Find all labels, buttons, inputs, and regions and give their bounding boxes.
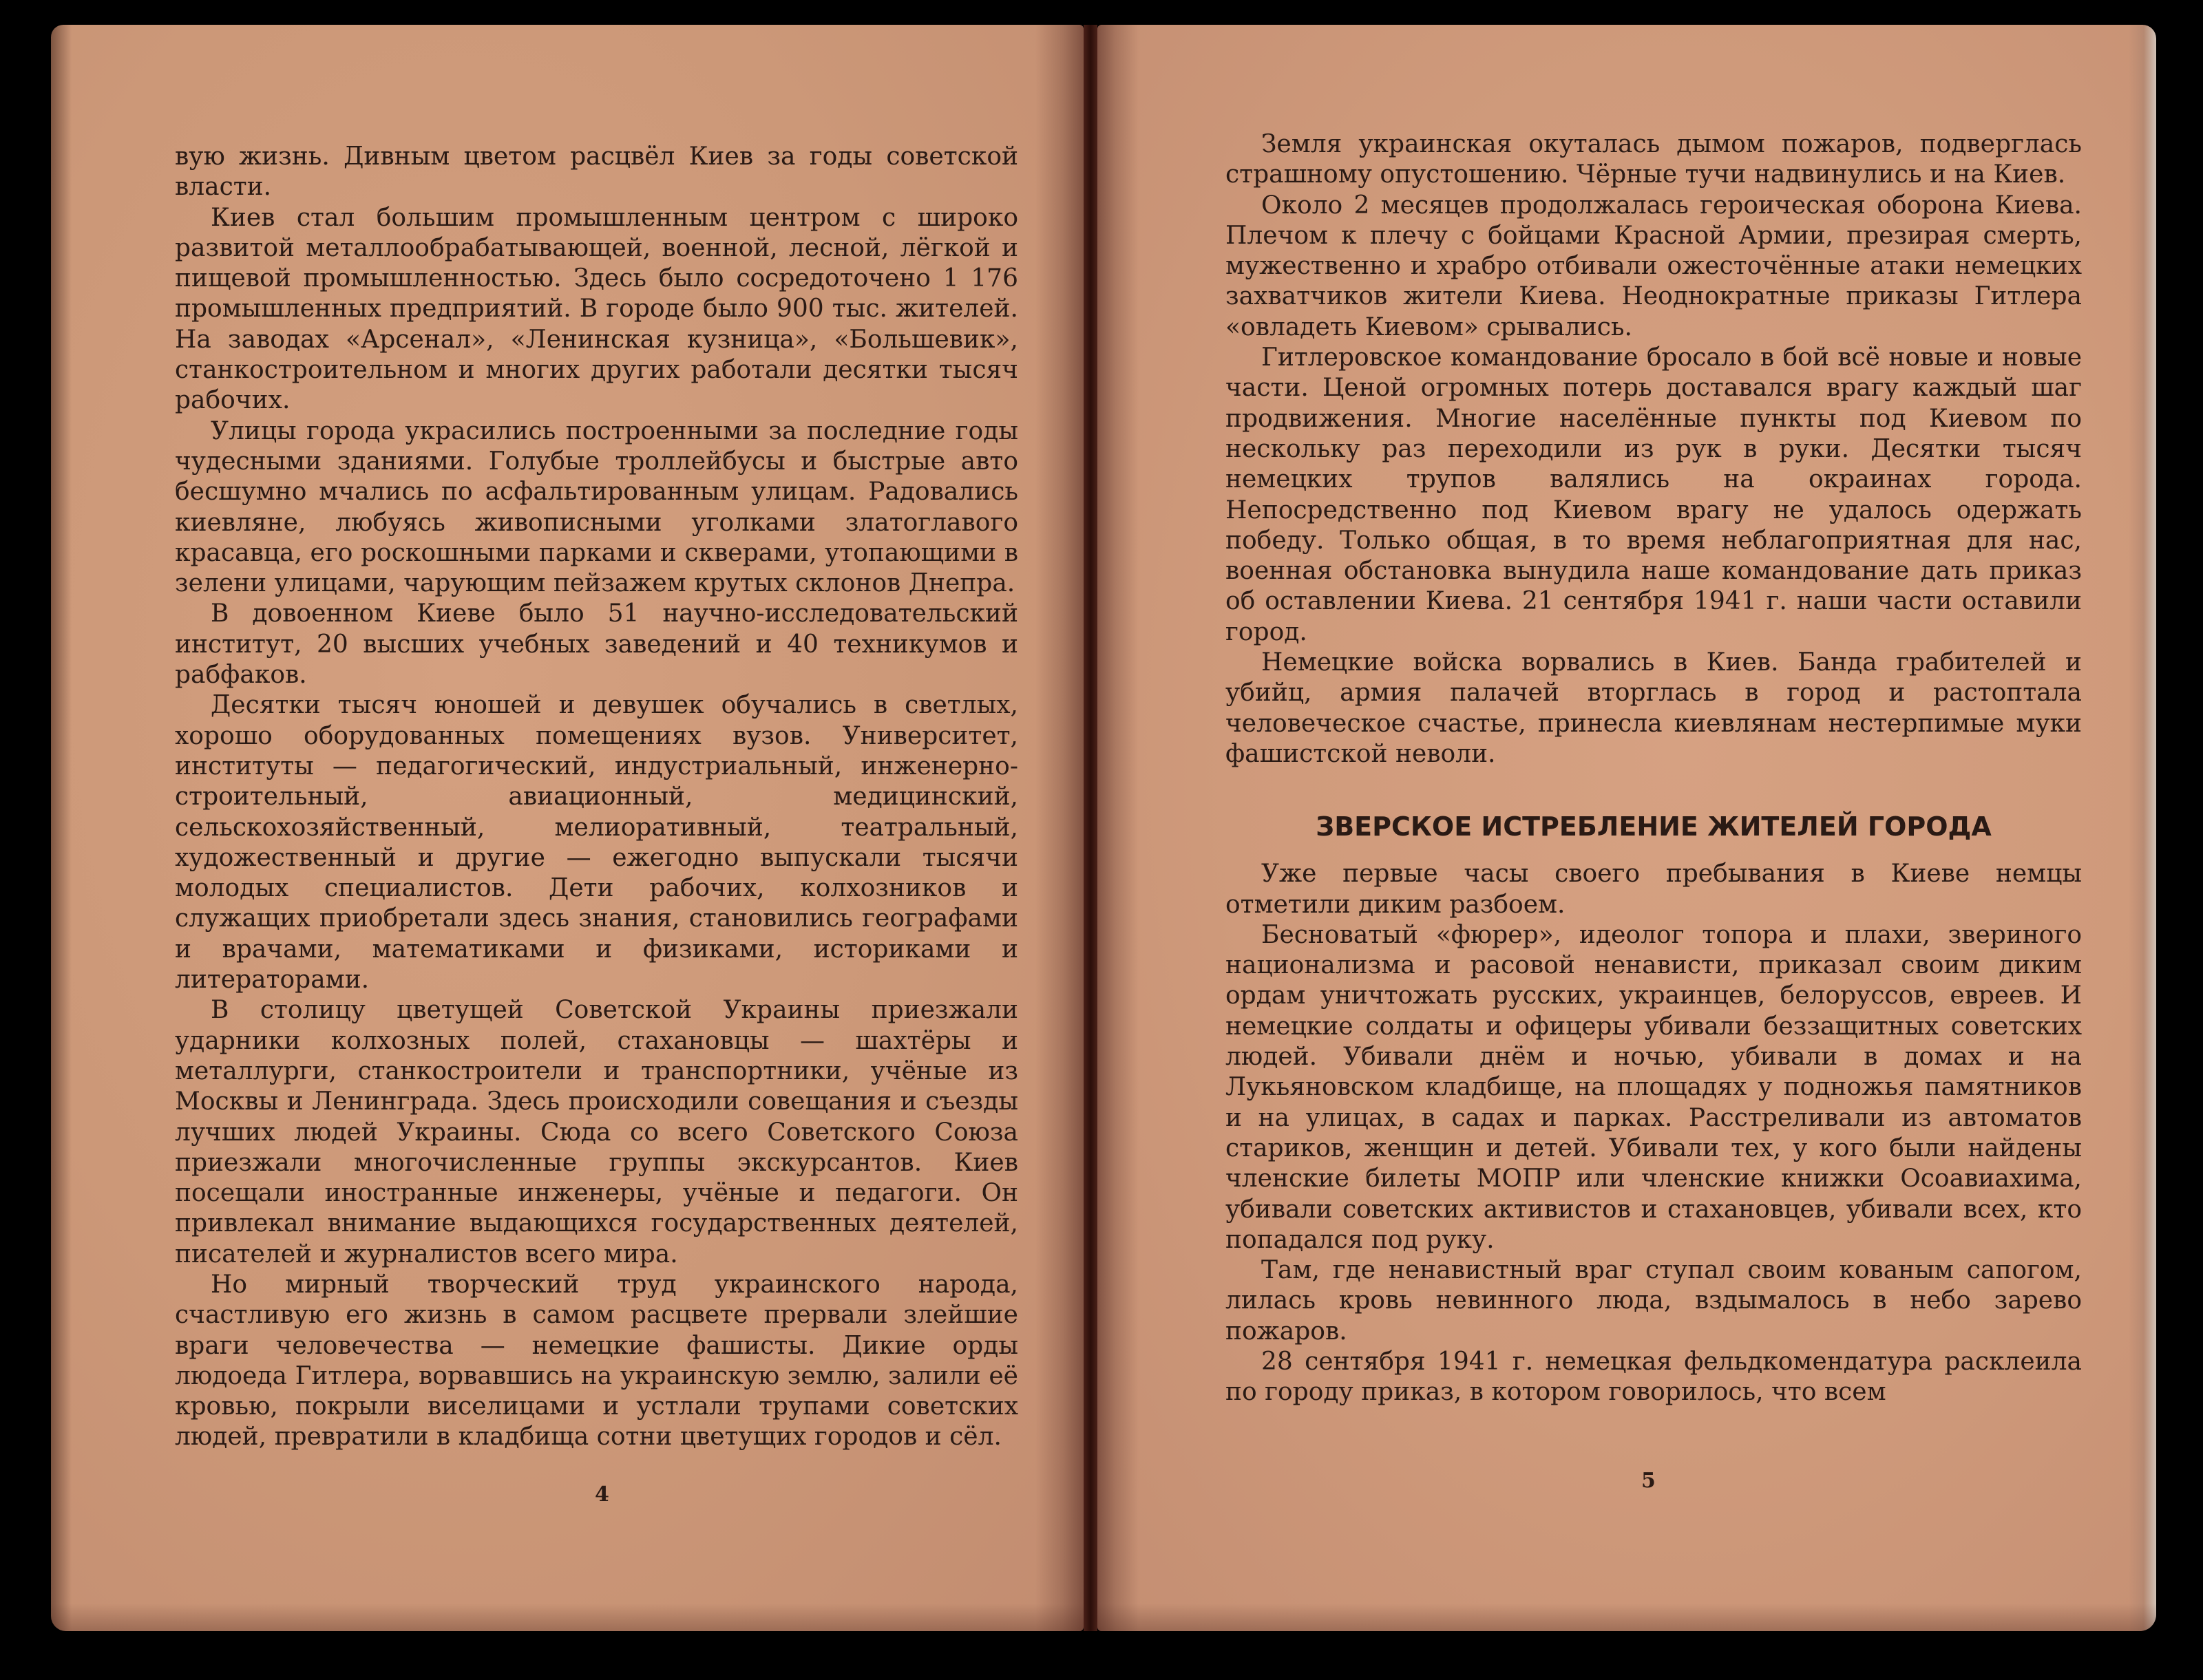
left-page-text <box>175 142 1018 1453</box>
paragraph: Десятки тысяч юношей и девушек обучались в светлых, хорошо оборудованных помещениях вузов. Университет, институты — педагогический, индустриальный, инженерно-строительный, авиационный, медицинский, сельскохозяйственный, мелиоративный, театральный, художественный и другие — ежегодно выпускали тысячи молодых специалистов. Дети рабочих, колхозников и служащих приобретали здесь знания, становились географами и врачами, математиками и физиками, историками и литераторами. <box>175 691 1018 995</box>
paragraph: В довоенном Киеве было 51 научно-исследовательский институт, 20 высших учебных заведений и 40 техникумов и рабфаков. <box>175 599 1018 690</box>
page-number: 5 <box>1641 1469 1656 1493</box>
paragraph: вую жизнь. Дивным цветом расцвёл Киев за годы советской власти. <box>175 142 1018 202</box>
page-number: 4 <box>595 1482 609 1507</box>
paragraph: Но мирный творческий труд украинского народа, счастливую его жизнь в самом расцвете прервали злейшие враги человечества — немецкие фашисты. Дикие орды людоеда Гитлера, ворвавшись на украинскую землю, залили её кровью, покрыли виселицами и устлали трупами советских людей, превратили в кладбища сотни цветущих городов и сёл. <box>175 1270 1018 1452</box>
paragraph: Бесноватый «фюрер», идеолог топора и плахи, звериного национализма и расовой ненависти, приказал своим диким ордам уничтожать русских, украинцев, белоруссов, евреев. И немецкие солдаты и офицеры убивали беззащитных советских людей. Убивали днём и ночью, убивали в домах и на Лукьяновском кладбище, на площадях у подножья памятников и на улицах, в садах и парках. Расстреливали из автоматов стариков, женщин и детей. Убивали тех, у кого были найдены членские билеты МОПР или членские книжки Осоавиахима, убивали советских активистов и стахановцев, убивали всех, кто попадался под руку. <box>1225 920 2082 1254</box>
paragraph: Земля украинская окуталась дымом пожаров, подверглась страшному опустошению. Чёрные тучи надвинулись и на Киев. <box>1225 130 2082 189</box>
paragraph: Улицы города украсились построенными за последние годы чудесными зданиями. Голубые троллейбусы и быстрые авто бесшумно мчались по асфальтированным улицам. Радовались киевляне, любуясь живописными уголками златоглавого красавца, его роскошными парками и скверами, утопающими в зелени улицами, чарующим пейзажем крутых склонов Днепра. <box>175 416 1018 598</box>
page-edge-shadow <box>1097 1604 2156 1631</box>
paragraph: В столицу цветущей Советской Украины приезжали ударники колхозных полей, стахановцы — шахтёры и металлурги, станкостроители и транспортники, учёные из Москвы и Ленинграда. Здесь происходили совещания и съезды лучших людей Украины. Сюда со всего Советского Союза приезжали многочисленные группы экскурсантов. Киев посещали иностранные инженеры, учёные и педагоги. Он привлекал внимание выдающихся государственных деятелей, писателей и журналистов всего мира. <box>175 996 1018 1268</box>
paragraph: Киев стал большим промышленным центром с широко развитой металлообрабатывающей, военной, лесной, лёгкой и пищевой промышленностью. Здесь было сосредоточено 1 176 промышленных предприятий. В городе было 900 тыс. жителей. На заводах «Арсенал», «Ленинская кузница», «Большевик», станкостроительном и многих других работали десятки тысяч рабочих. <box>175 203 1018 415</box>
paragraph: Около 2 месяцев продолжалась героическая оборона Киева. Плечом к плечу с бойцами Красной Армии, презирая смерть, мужественно и храбро отбивали ожесточённые атаки немецких захватчиков жители Киева. Неоднократные приказы Гитлера «овладеть Киевом» срывались. <box>1225 191 2082 341</box>
paragraph: 28 сентября 1941 г. немецкая фельдкомендатура расклеила по городу приказ, в котором говорилось, что всем <box>1225 1347 2082 1407</box>
open-book <box>51 25 2156 1631</box>
section-heading: ЗВЕРСКОЕ ИСТРЕБЛЕНИЕ ЖИТЕЛЕЙ ГОРОДА <box>1316 811 1992 842</box>
left-page <box>51 25 1084 1631</box>
right-page-text <box>1225 129 2082 1408</box>
paragraph: Гитлеровское командование бросало в бой всё новые и новые части. Ценой огромных потерь доставался врагу каждый шаг продвижения. Многие населённые пункты под Киевом по нескольку раз переходили из рук в руки. Десятки тысяч немецких трупов валялись на окраинах города. Непосредственно под Киевом врагу не удалось одержать победу. Только общая, в то время неблагоприятная для нас, военная обстановка вынудила наше командование дать приказ об оставлении Киева. 21 сентября 1941 г. наши части оставили город. <box>1225 343 2082 646</box>
paragraph: Уже первые часы своего пребывания в Киеве немцы отметили диким разбоем. <box>1225 860 2082 919</box>
paragraph: Там, где ненавистный враг ступал своим кованым сапогом, лилась кровь невинного люда, вздымалось в небо зарево пожаров. <box>1225 1256 2082 1346</box>
book-gutter <box>1084 25 1097 1631</box>
page-edge-shadow <box>51 1604 1084 1631</box>
right-page <box>1097 25 2156 1631</box>
paragraph: Немецкие войска ворвались в Киев. Банда грабителей и убийц, армия палачей вторглась в город и растоптала человеческое счастье, принесла киевлянам нестерпимые муки фашистской неволи. <box>1225 648 2082 768</box>
